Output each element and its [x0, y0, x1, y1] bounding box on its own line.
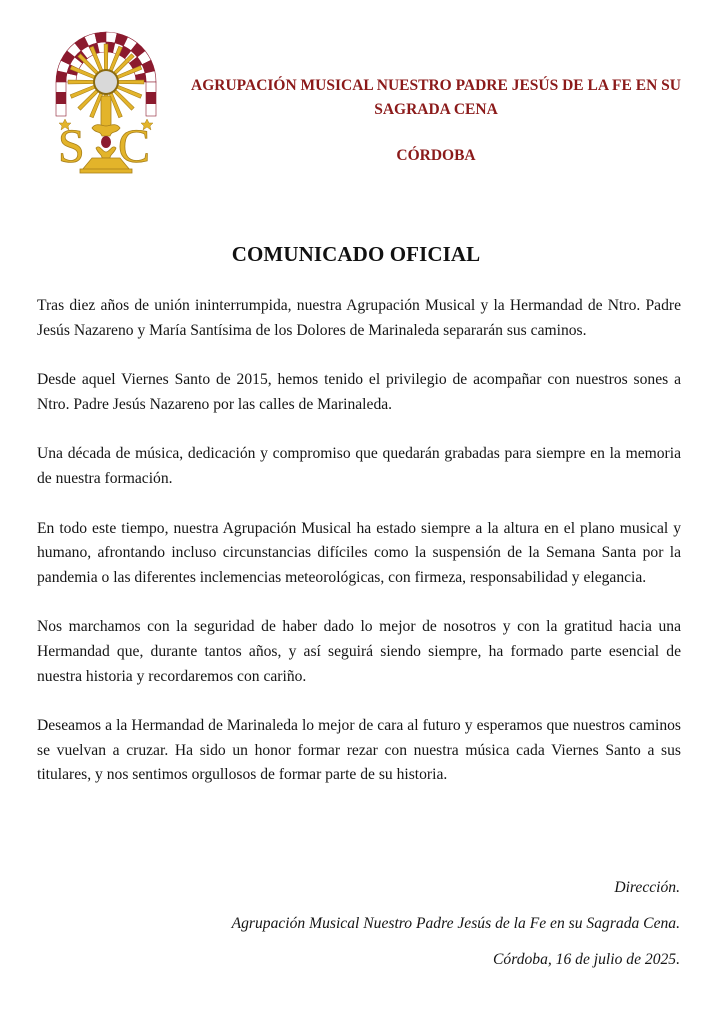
document-body	[37, 294, 681, 813]
signature-role: Dirección.	[614, 879, 680, 896]
paragraph: Desde aquel Viernes Santo de 2015, hemos tenido el privilegio de acompañar con nuestros sones a Ntro. Padre Jesús Nazareno por las calles de Marinaleda.	[37, 371, 681, 413]
paragraph: Nos marchamos con la seguridad de haber dado lo mejor de nosotros y con la gratitud hacia una Hermandad que, durante tantos años, y así seguirá siendo siempre, ha formado parte esencial de nuestra historia y recordaremos con cariño.	[37, 618, 681, 685]
paragraph: Una década de música, dedicación y compromiso que quedarán grabadas para siempre en la memoria de nuestra formación.	[37, 445, 681, 487]
document-title: COMUNICADO OFICIAL	[231, 242, 481, 266]
signature-place-date: Córdoba, 16 de julio de 2025.	[493, 951, 680, 968]
logo-letter-s: S	[58, 120, 85, 173]
host-circle	[95, 71, 117, 93]
golden-ray	[68, 80, 94, 84]
ring-side-segment	[146, 92, 156, 104]
monstrance-emblem-icon	[52, 30, 160, 174]
document-header	[180, 74, 692, 168]
ring-side-segment	[56, 92, 66, 104]
paragraph: En todo este tiempo, nuestra Agrupación Musical ha estado siempre a la altura en el plano musical y humano, afrontando incluso circunstancias difíciles como la suspensión de la Semana Santa por la pandemia o las diferentes inclemencias meteorológicas, con firmeza, responsabilidad y elegancia.	[37, 519, 681, 586]
city-name: CÓRDOBA	[396, 147, 476, 164]
golden-ray	[104, 44, 108, 70]
organization-name: AGRUPACIÓN MUSICAL NUESTRO PADRE JESÚS DE LA FE EN SU SAGRADA CENA	[191, 77, 681, 118]
emblem-logo	[52, 30, 160, 174]
signature-entity: Agrupación Musical Nuestro Padre Jesús de la Fe en su Sagrada Cena.	[231, 915, 680, 932]
ring-segment	[95, 32, 106, 43]
logo-letter-c: C	[118, 120, 151, 173]
ring-segment	[145, 71, 156, 82]
paragraph: Deseamos a la Hermandad de Marinaleda lo mejor de cara al futuro y esperamos que nuestros caminos se vuelvan a cruzar. Ha sido un honor formar rezar con nuestra música cada Viernes Santo a sus titulares, y nos sentimos orgullosos de formar parte de su historia.	[37, 717, 681, 784]
golden-ray	[118, 80, 144, 84]
red-gem	[101, 136, 111, 148]
signature-block	[40, 876, 680, 984]
paragraph: Tras diez años de unión ininterrumpida, nuestra Agrupación Musical y la Hermandad de Ntro. Padre Jesús Nazareno y María Santísima de los Dolores de Marinaleda separarán sus caminos.	[37, 297, 681, 339]
